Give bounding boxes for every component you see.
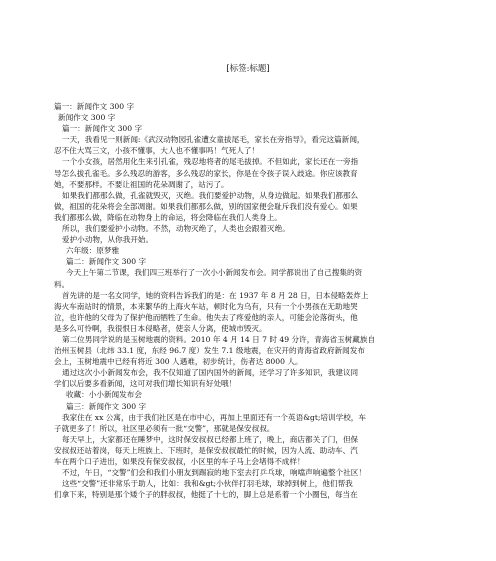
section-heading: 篇三：新闻作文 300 字 <box>66 401 147 411</box>
paragraph-line: 是多么可怜啊，我很恨日本侵略者，使亲人分离，使城市毁灭。 <box>54 323 267 333</box>
paragraph-line: 我家住在 xx 公寓，由于我们社区是在市中心，再加上里面还有一个英语&gt;培训学校，车 <box>62 412 366 422</box>
paragraph-line: 安叔叔还站着岗，每天上班族上、下班时，是保安叔叔最忙的时候，因为人流、助动车、汽 <box>54 445 358 455</box>
paragraph-line: 一天，我看见一则新闻:《武汉动物园孔雀遭女童拔尾毛，家长在旁指导》，看完这篇新闻， <box>62 135 365 145</box>
paragraph-line: 忍不住大骂三文，小孩不懂事，大人也不懂事吗！气死人了！ <box>54 146 260 156</box>
paragraph-line: 首先讲的是一名女同学，她的资料告诉我们的是：在 1937 年 8 月 28 日，日本侵略轰炸上 <box>62 290 369 300</box>
paragraph-line: 她，不要那样。不要让祖国的花朵凋谢了，站污了。 <box>54 179 229 189</box>
paragraph-line: 这些“交警”还非常乐于助人，比如：我和&gt;小伙伴打羽毛球，球掉到树上，他们帮我 <box>62 479 353 489</box>
paragraph-line: 做，祖国的花朵将会全部凋谢。如果我们都那么做，别的国家便会耻斥我们没有爱心。如果 <box>54 201 358 211</box>
paragraph-line: 通过这次小小新闻发布会，我不仅知道了国内国外的新闻，还学习了许多知识，我建议同 <box>62 368 359 378</box>
paragraph-line: 海火车南站时的情景，本来繁华的上海火车站，顿时化为乌有，只有一个小男孩在无助地哭 <box>54 301 358 311</box>
section-heading: 篇一：新闻作文 300 字 <box>54 102 135 111</box>
section-heading: 篇一：新闻作文 300 字 <box>62 124 143 134</box>
paragraph-line: 导怎么拔孔雀毛。多么残忍的游客，多么残忍的家长，你是在令孩子误入歧途。你应该教育 <box>54 168 358 178</box>
paragraph-line: 车在两个口子进出，如果没有保安叔叔，小区里的车子马上会堵得不成样！ <box>54 457 305 466</box>
section-heading: 篇二：新闻作文 300 字 <box>66 257 147 267</box>
paragraph-line: 今天上午第二节课，我们四三班举行了一次小小新闻发布会。同学都说出了自己搜集的资 <box>66 268 363 278</box>
paragraph-line: 子就更多了！所以，社区里必须有一批“交警”，那就是保安叔叔。 <box>54 423 275 433</box>
document-title: [标签:标题] <box>226 64 270 74</box>
paragraph-line: 不过，午日，“交警”们会和我们小朋友到踢寂的地下室去打乒乓球，响噹声响遍整个社区！ <box>62 468 366 478</box>
author-line: 六年级：原梦雅 <box>66 246 120 256</box>
paragraph-line: 们拿下来，特别是那个矮个子的胖叔叔，他挺了十七的，脚上总是系着一个小圈包，每当在 <box>54 490 358 500</box>
paragraph-line: 每天早上，大家都还在睡梦中，这时保安叔叔已经都上班了，晚上，商店都关了门，但保 <box>62 434 359 444</box>
paragraph-line: 如果我们都那么做，孔雀就毁灭，灭绝。我们要爱护动物，从身边做起。如果我们都那么 <box>62 190 359 200</box>
paragraph-line: 所以，我们要爱护小动物。不然，动物灭绝了，人类也会跟着灭绝。 <box>62 224 290 234</box>
paragraph-line: 我们都那么做，降临在动物身上的命运，将会降临在我们人类身上。 <box>54 212 282 222</box>
paragraph-line: 泣，也许他的父母为了保护他而牺牲了生命。他失去了疼爱他的亲人，可能会沦落街头，他 <box>54 312 358 322</box>
note-line: 收藏：小小新闻发布会 <box>66 390 142 400</box>
paragraph-line: 一个小女孩，居然用化生来引孔雀，残忍地将者的尾毛拔掉。不但如此，家长还在一旁指 <box>62 157 359 167</box>
paragraph-line: 学们以后要多看新闻，这可对我们增长知识有好处哦！ <box>54 379 237 389</box>
paragraph-line: 第二位男同学说的是玉树地震的资料。2010 年 4 月 14 日 7 时 49 分许，青海省玉树藏族自 <box>62 334 376 344</box>
subheading: 新闻作文 300 字 <box>58 113 116 123</box>
paragraph-line: 料。 <box>54 279 70 289</box>
paragraph-line: 治州玉树县（北纬 33.1 度，东经 96.7 度）发生 7.1 级地震，在灾开的青海省政府新闻发布 <box>54 346 365 356</box>
paragraph-line: 会上，玉树地震中已经有将近 300 人遇难，初步统计，伤者达 8000 人。 <box>54 357 303 367</box>
paragraph-line: 爱护小动物，从你我开始。 <box>62 235 154 245</box>
document-body <box>54 101 452 500</box>
